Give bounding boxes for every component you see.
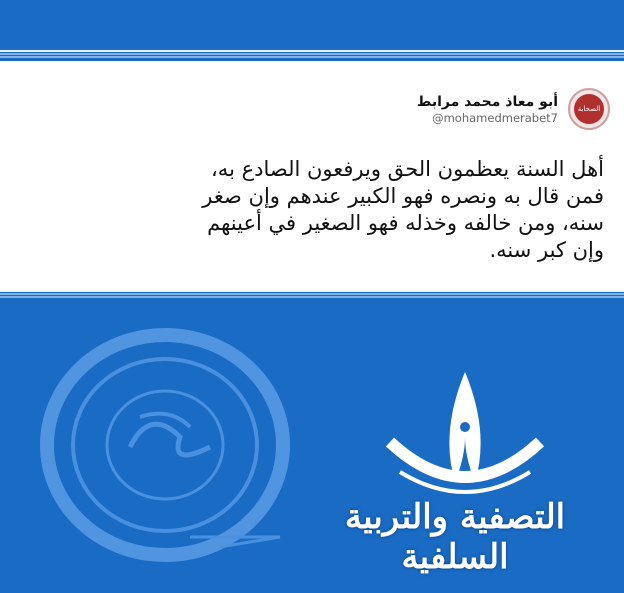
avatar[interactable]	[568, 88, 610, 130]
top-band	[0, 0, 624, 52]
top-stripes	[0, 50, 624, 59]
tweet-text	[14, 156, 604, 264]
bottom-stripes	[0, 290, 624, 299]
tweet-header	[417, 88, 610, 130]
tweet-line: سنه، ومن خالفه وخذله فهو الصغير في أعينهم	[207, 211, 604, 235]
logo-text: التصفية والتربية السلفية	[344, 497, 566, 577]
avatar-label: الصحابة	[574, 94, 604, 124]
branding-panel	[0, 307, 624, 593]
tweet-line: وإن كبر سنه.	[489, 238, 604, 262]
display-name[interactable]: أبو معاذ محمد مرابط	[416, 93, 558, 110]
tweet-line: فمن قال به ونصره فهو الكبير عندهم وإن صغر	[202, 184, 604, 208]
user-handle[interactable]: @mohamedmerabet7	[432, 110, 558, 125]
tweet-card	[0, 61, 624, 290]
author-names	[417, 93, 558, 126]
tweet-line: أهل السنة يعظمون الحق ويرفعون الصادع به،	[211, 157, 604, 181]
stamp-seal-icon	[40, 327, 310, 567]
